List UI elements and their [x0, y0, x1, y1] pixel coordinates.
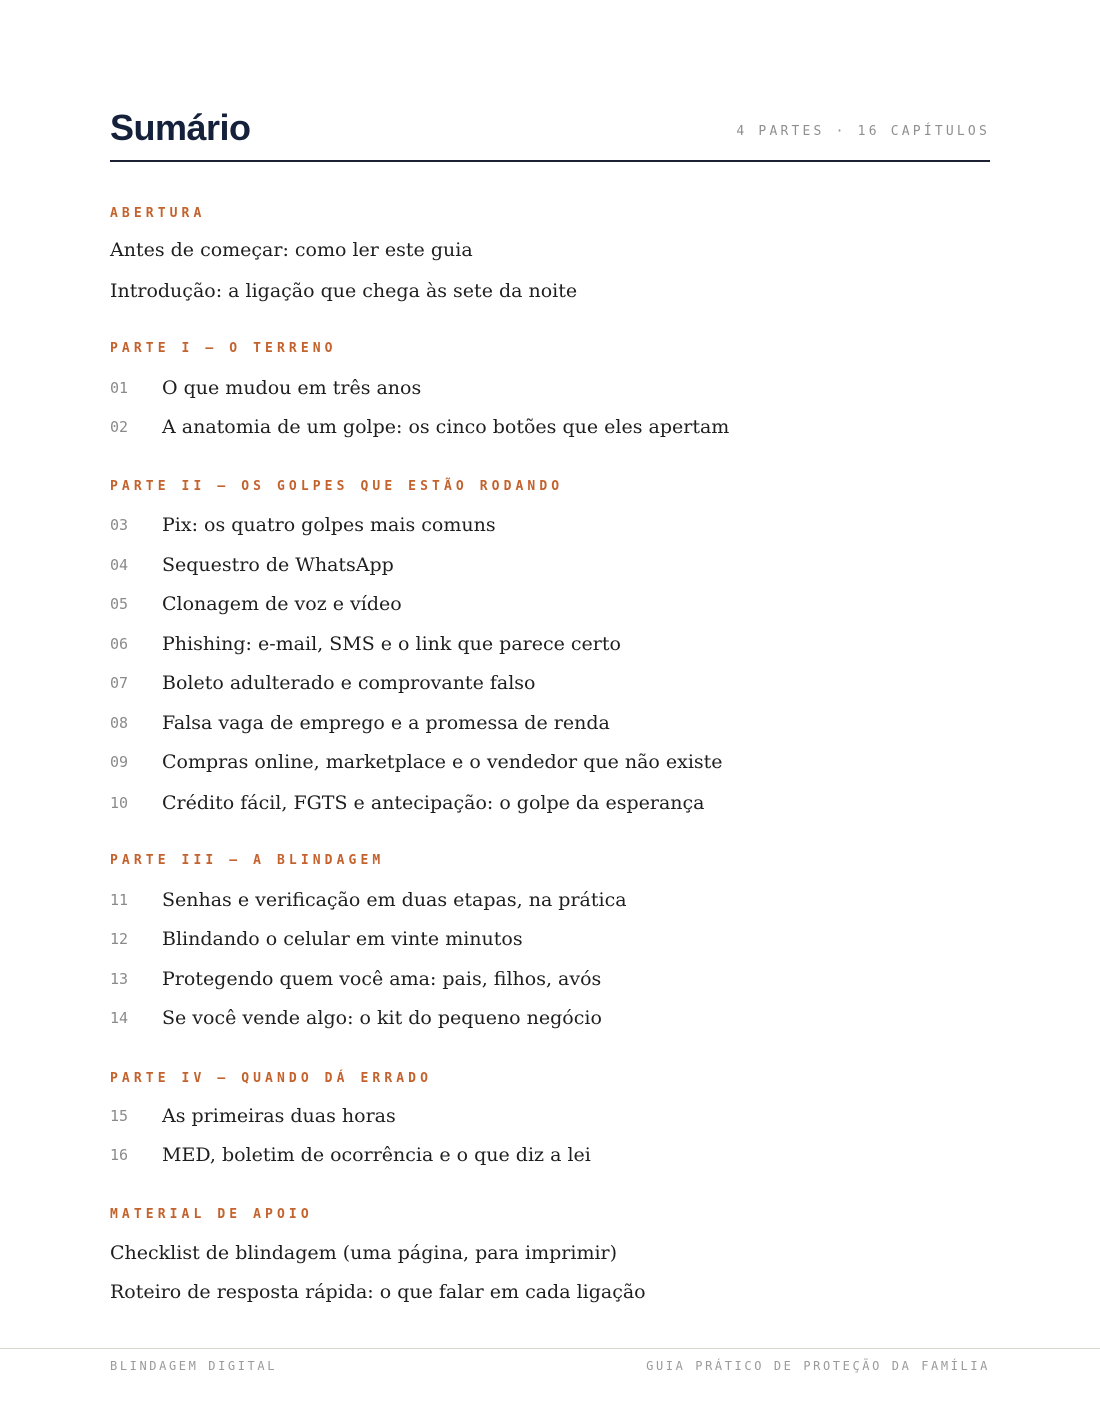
- footer-book-title: BLINDAGEM DIGITAL: [110, 1359, 278, 1373]
- chapter-title: Senhas e verificação em duas etapas, na prática: [162, 889, 627, 911]
- footer-subtitle: GUIA PRÁTICO DE PROTEÇÃO DA FAMÍLIA: [646, 1359, 990, 1373]
- toc-entry-introduction[interactable]: Introdução: a ligação que chega às sete da noite: [110, 280, 578, 302]
- chapter-number: 03: [110, 516, 129, 534]
- chapter-row[interactable]: [110, 632, 990, 658]
- chapter-title: As primeiras duas horas: [162, 1105, 396, 1127]
- chapter-number: 13: [110, 970, 129, 988]
- chapter-title: Crédito fácil, FGTS e antecipação: o golpe da esperança: [162, 792, 705, 814]
- chapter-row[interactable]: [110, 750, 990, 776]
- chapter-title: Blindando o celular em vinte minutos: [162, 928, 523, 950]
- toc-entry-before-start[interactable]: Antes de começar: como ler este guia: [110, 239, 473, 261]
- chapter-number: 07: [110, 674, 129, 692]
- chapter-number: 12: [110, 930, 129, 948]
- chapter-row[interactable]: [110, 513, 990, 539]
- chapter-title: Protegendo quem você ama: pais, filhos, avós: [162, 968, 602, 990]
- chapter-title: Se você vende algo: o kit do pequeno negócio: [162, 1007, 602, 1029]
- section-heading-opening: ABERTURA: [110, 206, 206, 221]
- chapter-number: 10: [110, 794, 129, 812]
- chapter-row[interactable]: [110, 1143, 990, 1169]
- part-chapter-count: 4 PARTES · 16 CAPÍTULOS: [736, 124, 990, 139]
- chapter-title: A anatomia de um golpe: os cinco botões que eles apertam: [162, 416, 730, 438]
- chapter-number: 16: [110, 1146, 129, 1164]
- chapter-row[interactable]: [110, 592, 990, 618]
- chapter-title: Phishing: e-mail, SMS e o link que parece certo: [162, 633, 621, 655]
- section-heading-part-4: PARTE IV — QUANDO DÁ ERRADO: [110, 1071, 433, 1086]
- chapter-row[interactable]: [110, 791, 990, 817]
- chapter-title: Clonagem de voz e vídeo: [162, 593, 402, 615]
- chapter-number: 01: [110, 379, 129, 397]
- section-heading-part-3: PARTE III — A BLINDAGEM: [110, 853, 385, 868]
- toc-entry-checklist[interactable]: Checklist de blindagem (uma página, para imprimir): [110, 1242, 618, 1264]
- chapter-title: Pix: os quatro golpes mais comuns: [162, 514, 496, 536]
- chapter-number: 05: [110, 595, 129, 613]
- chapter-number: 11: [110, 891, 129, 909]
- chapter-title: O que mudou em três anos: [162, 377, 422, 399]
- page-footer: [0, 1348, 1100, 1373]
- chapter-title: MED, boletim de ocorrência e o que diz a lei: [162, 1144, 591, 1166]
- chapter-number: 02: [110, 418, 129, 436]
- chapter-title: Sequestro de WhatsApp: [162, 554, 394, 576]
- chapter-row[interactable]: [110, 967, 990, 993]
- chapter-number: 09: [110, 753, 129, 771]
- section-heading-part-2: PARTE II — OS GOLPES QUE ESTÃO RODANDO: [110, 479, 564, 494]
- chapter-row[interactable]: [110, 1006, 990, 1032]
- section-heading-support: MATERIAL DE APOIO: [110, 1207, 313, 1222]
- chapter-row[interactable]: [110, 376, 990, 402]
- toc-header: [110, 106, 990, 162]
- chapter-number: 06: [110, 635, 129, 653]
- chapter-row[interactable]: [110, 1104, 990, 1130]
- chapter-row[interactable]: [110, 888, 990, 914]
- chapter-row[interactable]: [110, 711, 990, 737]
- chapter-row[interactable]: [110, 671, 990, 697]
- chapter-title: Boleto adulterado e comprovante falso: [162, 672, 536, 694]
- section-heading-part-1: PARTE I — O TERRENO: [110, 341, 337, 356]
- chapter-number: 15: [110, 1107, 129, 1125]
- chapter-number: 08: [110, 714, 129, 732]
- chapter-title: Falsa vaga de emprego e a promessa de renda: [162, 712, 610, 734]
- toc-entry-quick-response[interactable]: Roteiro de resposta rápida: o que falar em cada ligação: [110, 1281, 646, 1303]
- page-title: Sumário: [110, 107, 251, 148]
- chapter-title: Compras online, marketplace e o vendedor que não existe: [162, 751, 723, 773]
- chapter-number: 14: [110, 1009, 129, 1027]
- chapter-number: 04: [110, 556, 129, 574]
- chapter-row[interactable]: [110, 553, 990, 579]
- chapter-row[interactable]: [110, 415, 990, 441]
- chapter-row[interactable]: [110, 927, 990, 953]
